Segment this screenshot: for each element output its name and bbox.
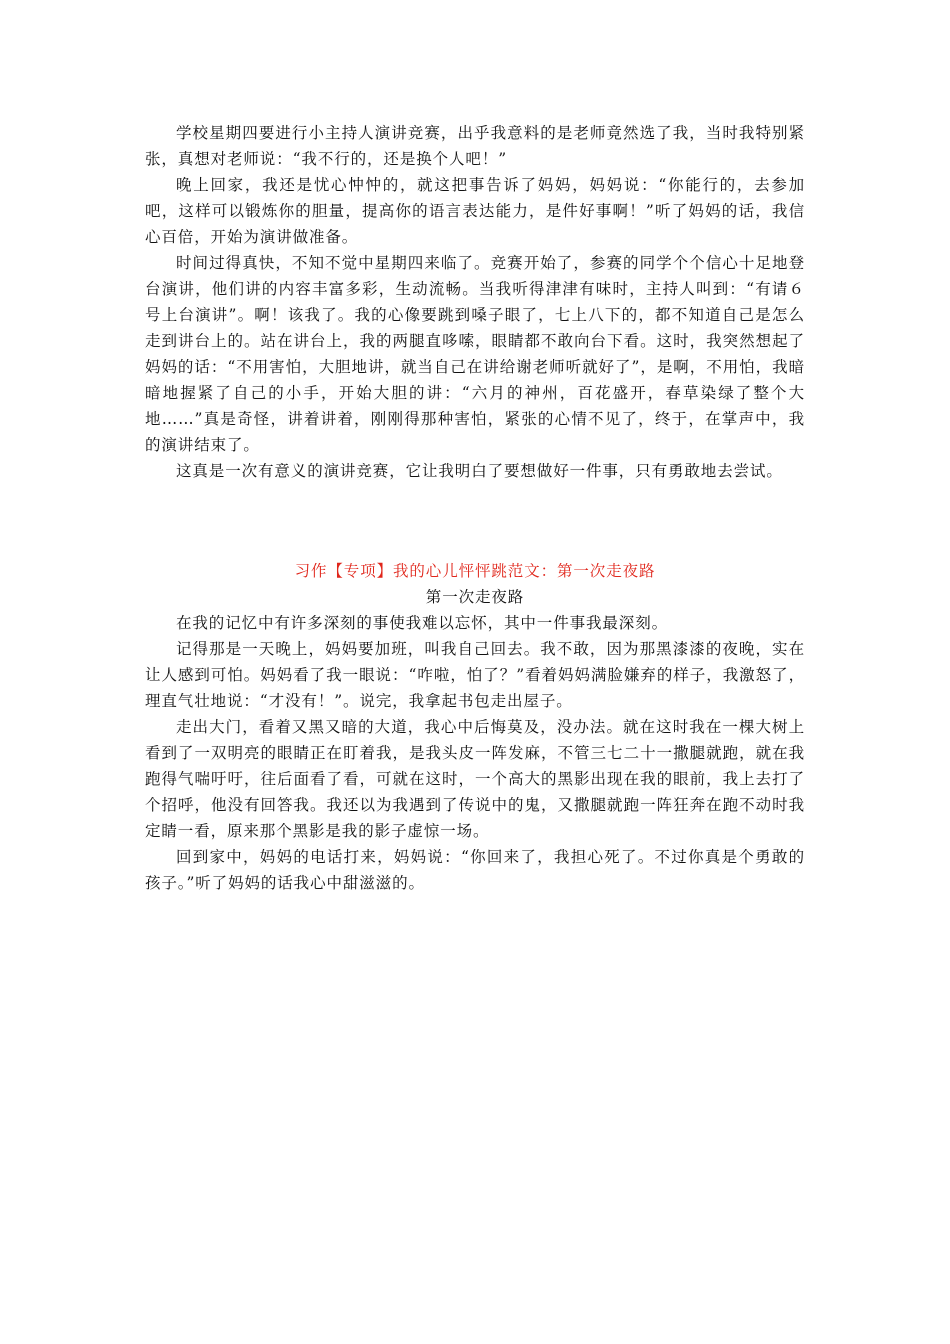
section-gap	[145, 484, 805, 558]
paragraph: 回到家中，妈妈的电话打来，妈妈说：“你回来了，我担心死了。不过你真是个勇敢的孩子。”听了妈妈的话我心中甜滋滋的。	[145, 848, 805, 892]
essay-title: 第一次走夜路	[425, 588, 525, 606]
essay-first-night-walk	[145, 558, 805, 896]
paragraph: 这真是一次有意义的演讲竞赛，它让我明白了要想做好一件事，只有勇敢地去尝试。	[176, 462, 783, 480]
paragraph: 时间过得真快，不知不觉中星期四来临了。竞赛开始了，参赛的同学个个信心十足地登台演讲，他们讲的内容丰富多彩，生动流畅。当我听得津津有味时，主持人叫到：“有请６号上台演讲”。啊！该我了。我的心像要跳到嗓子眼了，七上八下的，都不知道自己是怎么走到讲台上的。站在讲台上，我的两腿直哆嗦，眼睛都不敢向台下看。这时，我突然想起了妈妈的话：“不用害怕，大胆地讲，就当自己在讲给谢老师听就好了”，是啊，不用怕，我暗暗地握紧了自己的小手，开始大胆的讲：“六月的神州，百花盛开，春草染绿了整个大地……”真是奇怪，讲着讲着，刚刚得那种害怕，紧张的心情不见了，终于，在掌声中，我的演讲结束了。	[145, 254, 805, 454]
section-heading: 习作【专项】我的心儿怦怦跳范文：第一次走夜路	[294, 562, 656, 580]
paragraph: 晚上回家，我还是忧心忡忡的，就这把事告诉了妈妈，妈妈说：“你能行的，去参加吧，这样可以锻炼你的胆量，提高你的语言表达能力，是件好事啊！”听了妈妈的话，我信心百倍，开始为演讲做准备。	[145, 176, 805, 246]
paragraph: 走出大门，看着又黑又暗的大道，我心中后悔莫及，没办法。就在这时我在一棵大树上看到了一双明亮的眼睛正在盯着我，是我头皮一阵发麻，不管三七二十一撒腿就跑，就在我跑得气喘吁吁，往后面看了看，可就在这时，一个高大的黑影出现在我的眼前，我上去打了个招呼，他没有回答我。我还以为我遇到了传说中的鬼，又撒腿就跑一阵狂奔在跑不动时我定睛一看，原来那个黑影是我的影子虚惊一场。	[145, 718, 805, 840]
paragraph: 记得那是一天晚上，妈妈要加班，叫我自己回去。我不敢，因为那黑漆漆的夜晚，实在让人感到可怕。妈妈看了我一眼说：“咋啦，怕了？”看着妈妈满脸嫌弃的样子，我激怒了，理直气壮地说：“才没有！”。说完，我拿起书包走出屋子。	[145, 640, 805, 710]
essay-speech-contest	[145, 120, 805, 484]
paragraph: 学校星期四要进行小主持人演讲竞赛，出乎我意料的是老师竟然选了我，当时我特别紧张，真想对老师说：“我不行的，还是换个人吧！”	[145, 124, 805, 168]
document-page	[145, 120, 805, 896]
paragraph: 在我的记忆中有许多深刻的事使我难以忘怀，其中一件事我最深刻。	[176, 614, 669, 632]
